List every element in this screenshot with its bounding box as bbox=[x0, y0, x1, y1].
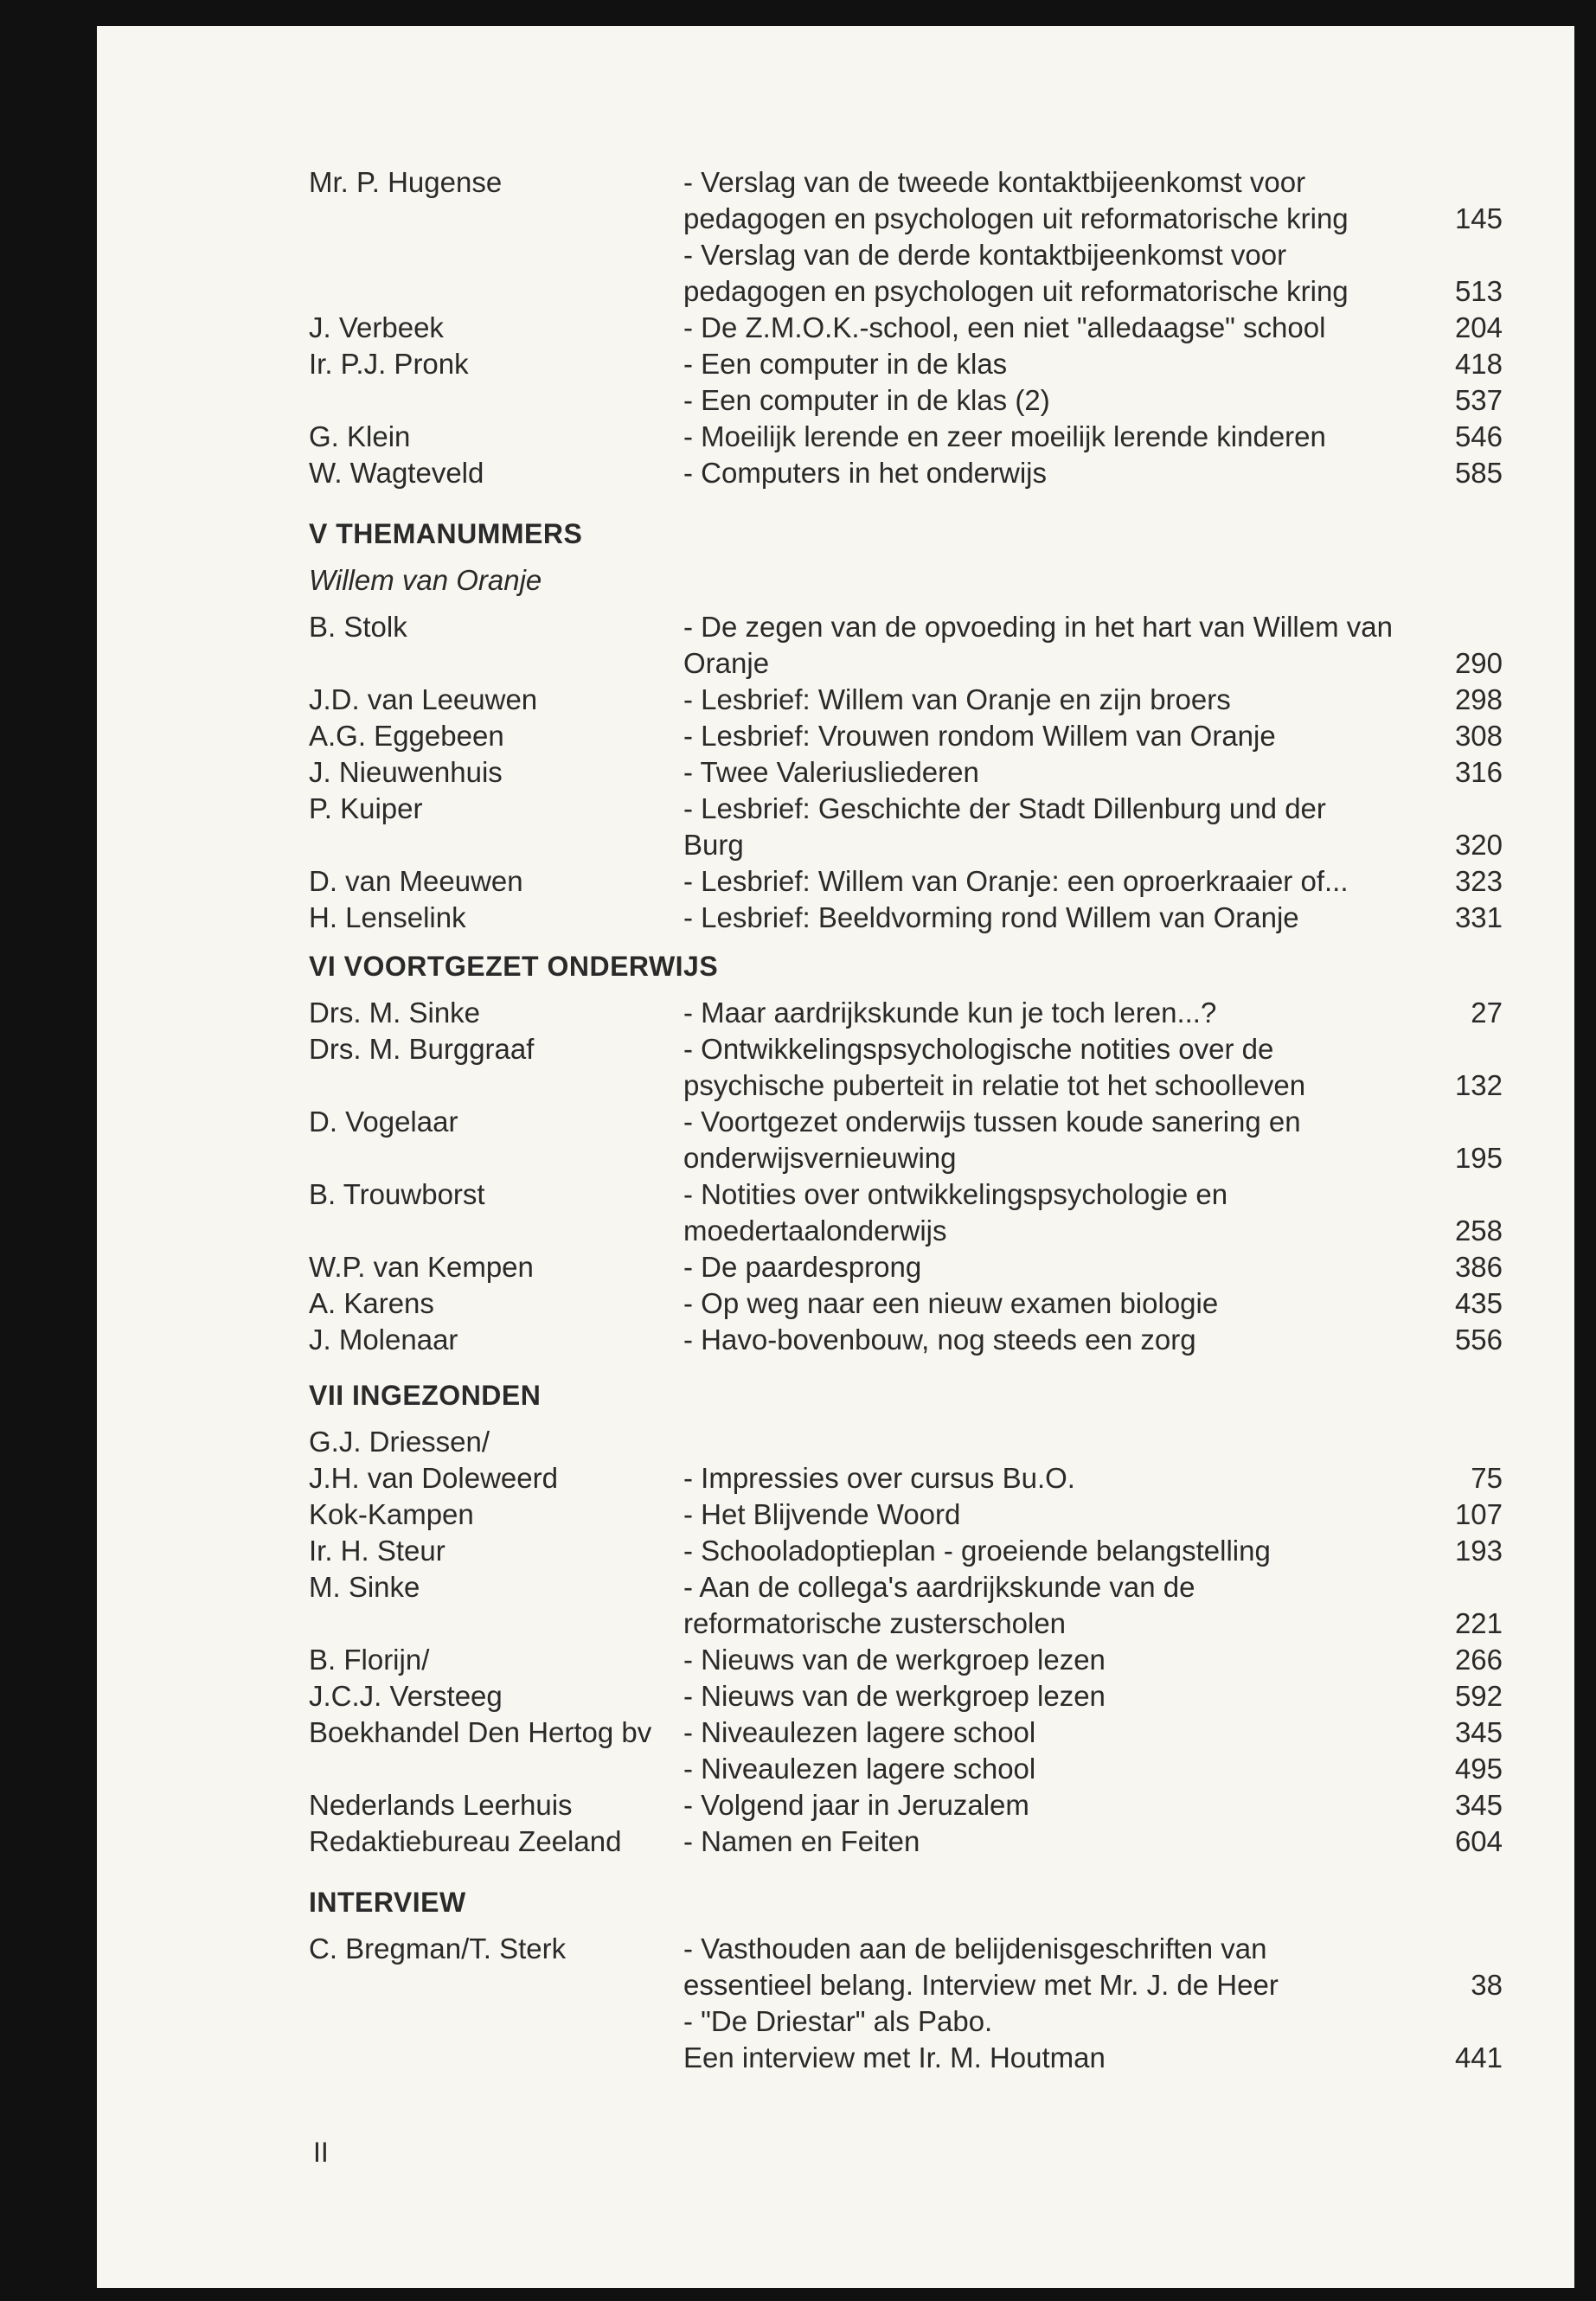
entry-title: - Voortgezet onderwijs tussen koude sanering en onderwijsvernieuwing bbox=[683, 1106, 1301, 1174]
index-entry bbox=[309, 1751, 1503, 1787]
entry-author: Ir. H. Steur bbox=[309, 1535, 445, 1567]
entry-page-number: 345 bbox=[1454, 1789, 1503, 1821]
entry-author: B. Trouwborst bbox=[309, 1178, 485, 1210]
section-heading: VII INGEZONDEN bbox=[309, 1380, 542, 1411]
index-entry bbox=[309, 1322, 1503, 1358]
entry-author: J.C.J. Versteeg bbox=[309, 1680, 503, 1712]
entry-title: - Notities over ontwikkelingspsychologie en moedertaalonderwijs bbox=[683, 1178, 1228, 1247]
entry-title: - Volgend jaar in Jeruzalem bbox=[683, 1789, 1029, 1821]
entry-author: W.P. van Kempen bbox=[309, 1251, 534, 1283]
entry-title: - Niveaulezen lagere school bbox=[683, 1753, 1036, 1785]
index-entry bbox=[309, 682, 1503, 718]
index-entry bbox=[309, 346, 1503, 382]
entry-title: - Verslag van de derde kontaktbijeenkomst voor pedagogen en psychologen uit reformatorische kring bbox=[683, 239, 1349, 307]
entry-title: - Lesbrief: Vrouwen rondom Willem van Oranje bbox=[683, 720, 1276, 752]
entry-author: D. Vogelaar bbox=[309, 1106, 458, 1138]
section-heading: INTERVIEW bbox=[309, 1887, 466, 1918]
index-section bbox=[309, 1377, 1503, 1860]
entry-page-number: 386 bbox=[1454, 1251, 1503, 1283]
index-entry bbox=[309, 2003, 1503, 2076]
entry-page-number: 316 bbox=[1454, 756, 1503, 788]
entry-title: - Vasthouden aan de belijdenisgeschriften van essentieel belang. Interview met Mr. J. de Heer bbox=[683, 1932, 1279, 2001]
entry-page-number: 75 bbox=[1471, 1462, 1503, 1494]
entry-page-number: 418 bbox=[1454, 348, 1503, 380]
index-entry bbox=[309, 1249, 1503, 1285]
entry-author: J.H. van Doleweerd bbox=[309, 1462, 558, 1494]
entry-page-number: 513 bbox=[1454, 275, 1503, 307]
entry-author: G.J. Driessen/ bbox=[309, 1426, 490, 1458]
section-subheading: Willem van Oranje bbox=[309, 564, 542, 596]
entry-page-number: 107 bbox=[1454, 1498, 1503, 1530]
index-entry bbox=[309, 1823, 1503, 1860]
entry-title: - Niveaulezen lagere school bbox=[683, 1716, 1036, 1748]
index-entry bbox=[309, 900, 1503, 936]
section-heading: V THEMANUMMERS bbox=[309, 518, 583, 549]
entry-author: C. Bregman/T. Sterk bbox=[309, 1932, 567, 1965]
index-entry bbox=[309, 419, 1503, 455]
page-folio: II bbox=[313, 2137, 329, 2168]
section-heading: VI VOORTGEZET ONDERWIJS bbox=[309, 951, 719, 982]
index-entry bbox=[309, 237, 1503, 310]
entry-title: - Impressies over cursus Bu.O. bbox=[683, 1462, 1075, 1494]
entry-title: - Het Blijvende Woord bbox=[683, 1498, 961, 1530]
entry-title: - Twee Valeriusliederen bbox=[683, 756, 979, 788]
entry-page-number: 331 bbox=[1454, 901, 1503, 933]
entry-author: M. Sinke bbox=[309, 1571, 420, 1603]
entry-author: Kok-Kampen bbox=[309, 1498, 474, 1530]
index-entry bbox=[309, 455, 1503, 491]
entry-page-number: 537 bbox=[1454, 384, 1503, 416]
index-entry bbox=[309, 754, 1503, 791]
index-entry bbox=[309, 1031, 1503, 1104]
entry-title: - Verslag van de tweede kontaktbijeenkomst voor pedagogen en psychologen uit reformatorische kring bbox=[683, 166, 1349, 234]
entry-title: - Aan de collega's aardrijkskunde van de reformatorische zusterscholen bbox=[683, 1571, 1195, 1639]
entry-author: J.D. van Leeuwen bbox=[309, 683, 538, 715]
entry-title: - Schooladoptieplan - groeiende belangstelling bbox=[683, 1535, 1271, 1567]
index-entry bbox=[309, 164, 1503, 237]
entry-page-number: 27 bbox=[1471, 997, 1503, 1029]
entry-title: - Een computer in de klas (2) bbox=[683, 384, 1050, 416]
entry-title: - Havo-bovenbouw, nog steeds een zorg bbox=[683, 1324, 1196, 1356]
entry-title: - Ontwikkelingspsychologische notities over de psychische puberteit in relatie tot het schoolleven bbox=[683, 1033, 1306, 1101]
index-entry bbox=[309, 1787, 1503, 1823]
entry-author: W. Wagteveld bbox=[309, 457, 484, 489]
index-entry bbox=[309, 310, 1503, 346]
entry-title: - De Z.M.O.K.-school, een niet "alledaagse" school bbox=[683, 311, 1326, 343]
entry-title: - Maar aardrijkskunde kun je toch leren...? bbox=[683, 997, 1217, 1029]
entry-page-number: 38 bbox=[1471, 1969, 1503, 2001]
entry-author: Nederlands Leerhuis bbox=[309, 1789, 573, 1821]
entry-author: J. Molenaar bbox=[309, 1324, 458, 1356]
entry-page-number: 266 bbox=[1454, 1644, 1503, 1676]
entry-page-number: 345 bbox=[1454, 1716, 1503, 1748]
entry-page-number: 145 bbox=[1454, 202, 1503, 234]
entry-title: - Moeilijk lerende en zeer moeilijk lerende kinderen bbox=[683, 420, 1326, 452]
entry-author: B. Florijn/ bbox=[309, 1644, 430, 1676]
entry-page-number: 132 bbox=[1454, 1069, 1503, 1101]
entry-title: - Lesbrief: Geschichte der Stadt Dillenburg und der Burg bbox=[683, 792, 1326, 861]
index-entry bbox=[309, 791, 1503, 863]
index-entry bbox=[309, 382, 1503, 419]
entry-author: Redaktiebureau Zeeland bbox=[309, 1825, 622, 1857]
entry-title: - Lesbrief: Willem van Oranje en zijn broers bbox=[683, 683, 1231, 715]
entry-page-number: 308 bbox=[1454, 720, 1503, 752]
entry-page-number: 441 bbox=[1454, 2041, 1503, 2073]
index-entry bbox=[309, 1176, 1503, 1249]
entry-title: - Lesbrief: Beeldvorming rond Willem van Oranje bbox=[683, 901, 1299, 933]
entry-title: - Lesbrief: Willem van Oranje: een oproerkraaier of... bbox=[683, 865, 1349, 897]
index-entry bbox=[309, 1460, 1503, 1497]
entry-title: - "De Driestar" als Pabo. Een interview met Ir. M. Houtman bbox=[683, 2005, 1106, 2073]
entry-author: G. Klein bbox=[309, 420, 411, 452]
entry-author: H. Lenselink bbox=[309, 901, 466, 933]
index-entry bbox=[309, 1285, 1503, 1322]
entry-author: Mr. P. Hugense bbox=[309, 166, 503, 198]
index-section bbox=[309, 948, 1503, 1358]
entry-title: - Op weg naar een nieuw examen biologie bbox=[683, 1287, 1219, 1319]
entry-author: J. Nieuwenhuis bbox=[309, 756, 503, 788]
entry-author: A.G. Eggebeen bbox=[309, 720, 504, 752]
index-entry bbox=[309, 1569, 1503, 1642]
entry-author: A. Karens bbox=[309, 1287, 434, 1319]
index-entry bbox=[309, 1715, 1503, 1751]
index-entry bbox=[309, 863, 1503, 900]
entry-page-number: 495 bbox=[1454, 1753, 1503, 1785]
index-entry bbox=[309, 1678, 1503, 1715]
entry-author: B. Stolk bbox=[309, 611, 407, 643]
entry-page-number: 546 bbox=[1454, 420, 1503, 452]
entry-page-number: 290 bbox=[1454, 647, 1503, 679]
index-section bbox=[309, 1884, 1503, 2076]
entry-page-number: 204 bbox=[1454, 311, 1503, 343]
index-entry bbox=[309, 1642, 1503, 1678]
entry-title: - Nieuws van de werkgroep lezen bbox=[683, 1680, 1106, 1712]
entry-page-number: 298 bbox=[1454, 683, 1503, 715]
index-entry bbox=[309, 1104, 1503, 1176]
entry-title: - Namen en Feiten bbox=[683, 1825, 920, 1857]
entry-author: Drs. M. Burggraaf bbox=[309, 1033, 535, 1065]
entry-page-number: 195 bbox=[1454, 1142, 1503, 1174]
entry-page-number: 585 bbox=[1454, 457, 1503, 489]
entry-page-number: 435 bbox=[1454, 1287, 1503, 1319]
index-section bbox=[309, 516, 1503, 936]
index-entry bbox=[309, 609, 1503, 682]
entry-page-number: 323 bbox=[1454, 865, 1503, 897]
index-entry bbox=[309, 1931, 1503, 2003]
index-entry bbox=[309, 995, 1503, 1031]
entry-page-number: 592 bbox=[1454, 1680, 1503, 1712]
index-entry bbox=[309, 718, 1503, 754]
entry-page-number: 193 bbox=[1454, 1535, 1503, 1567]
entry-author: Drs. M. Sinke bbox=[309, 997, 481, 1029]
index-entry bbox=[309, 1424, 1503, 1460]
entry-author: Boekhandel Den Hertog bv bbox=[309, 1716, 652, 1748]
entry-author: D. van Meeuwen bbox=[309, 865, 523, 897]
entry-page-number: 556 bbox=[1454, 1324, 1503, 1356]
entry-author: P. Kuiper bbox=[309, 792, 423, 824]
index-entry bbox=[309, 1497, 1503, 1533]
entry-page-number: 320 bbox=[1454, 829, 1503, 861]
index-section bbox=[309, 164, 1503, 491]
entry-title: - De paardesprong bbox=[683, 1251, 922, 1283]
entry-title: - Computers in het onderwijs bbox=[683, 457, 1048, 489]
index-entry bbox=[309, 1533, 1503, 1569]
entry-title: - Nieuws van de werkgroep lezen bbox=[683, 1644, 1106, 1676]
entry-author: J. Verbeek bbox=[309, 311, 444, 343]
entry-page-number: 258 bbox=[1454, 1215, 1503, 1247]
entry-title: - De zegen van de opvoeding in het hart van Willem van Oranje bbox=[683, 611, 1393, 679]
entry-title: - Een computer in de klas bbox=[683, 348, 1008, 380]
entry-author: Ir. P.J. Pronk bbox=[309, 348, 469, 380]
entry-page-number: 604 bbox=[1454, 1825, 1503, 1857]
index-content bbox=[309, 164, 1503, 2076]
entry-page-number: 221 bbox=[1454, 1607, 1503, 1639]
document-page bbox=[97, 26, 1574, 2288]
